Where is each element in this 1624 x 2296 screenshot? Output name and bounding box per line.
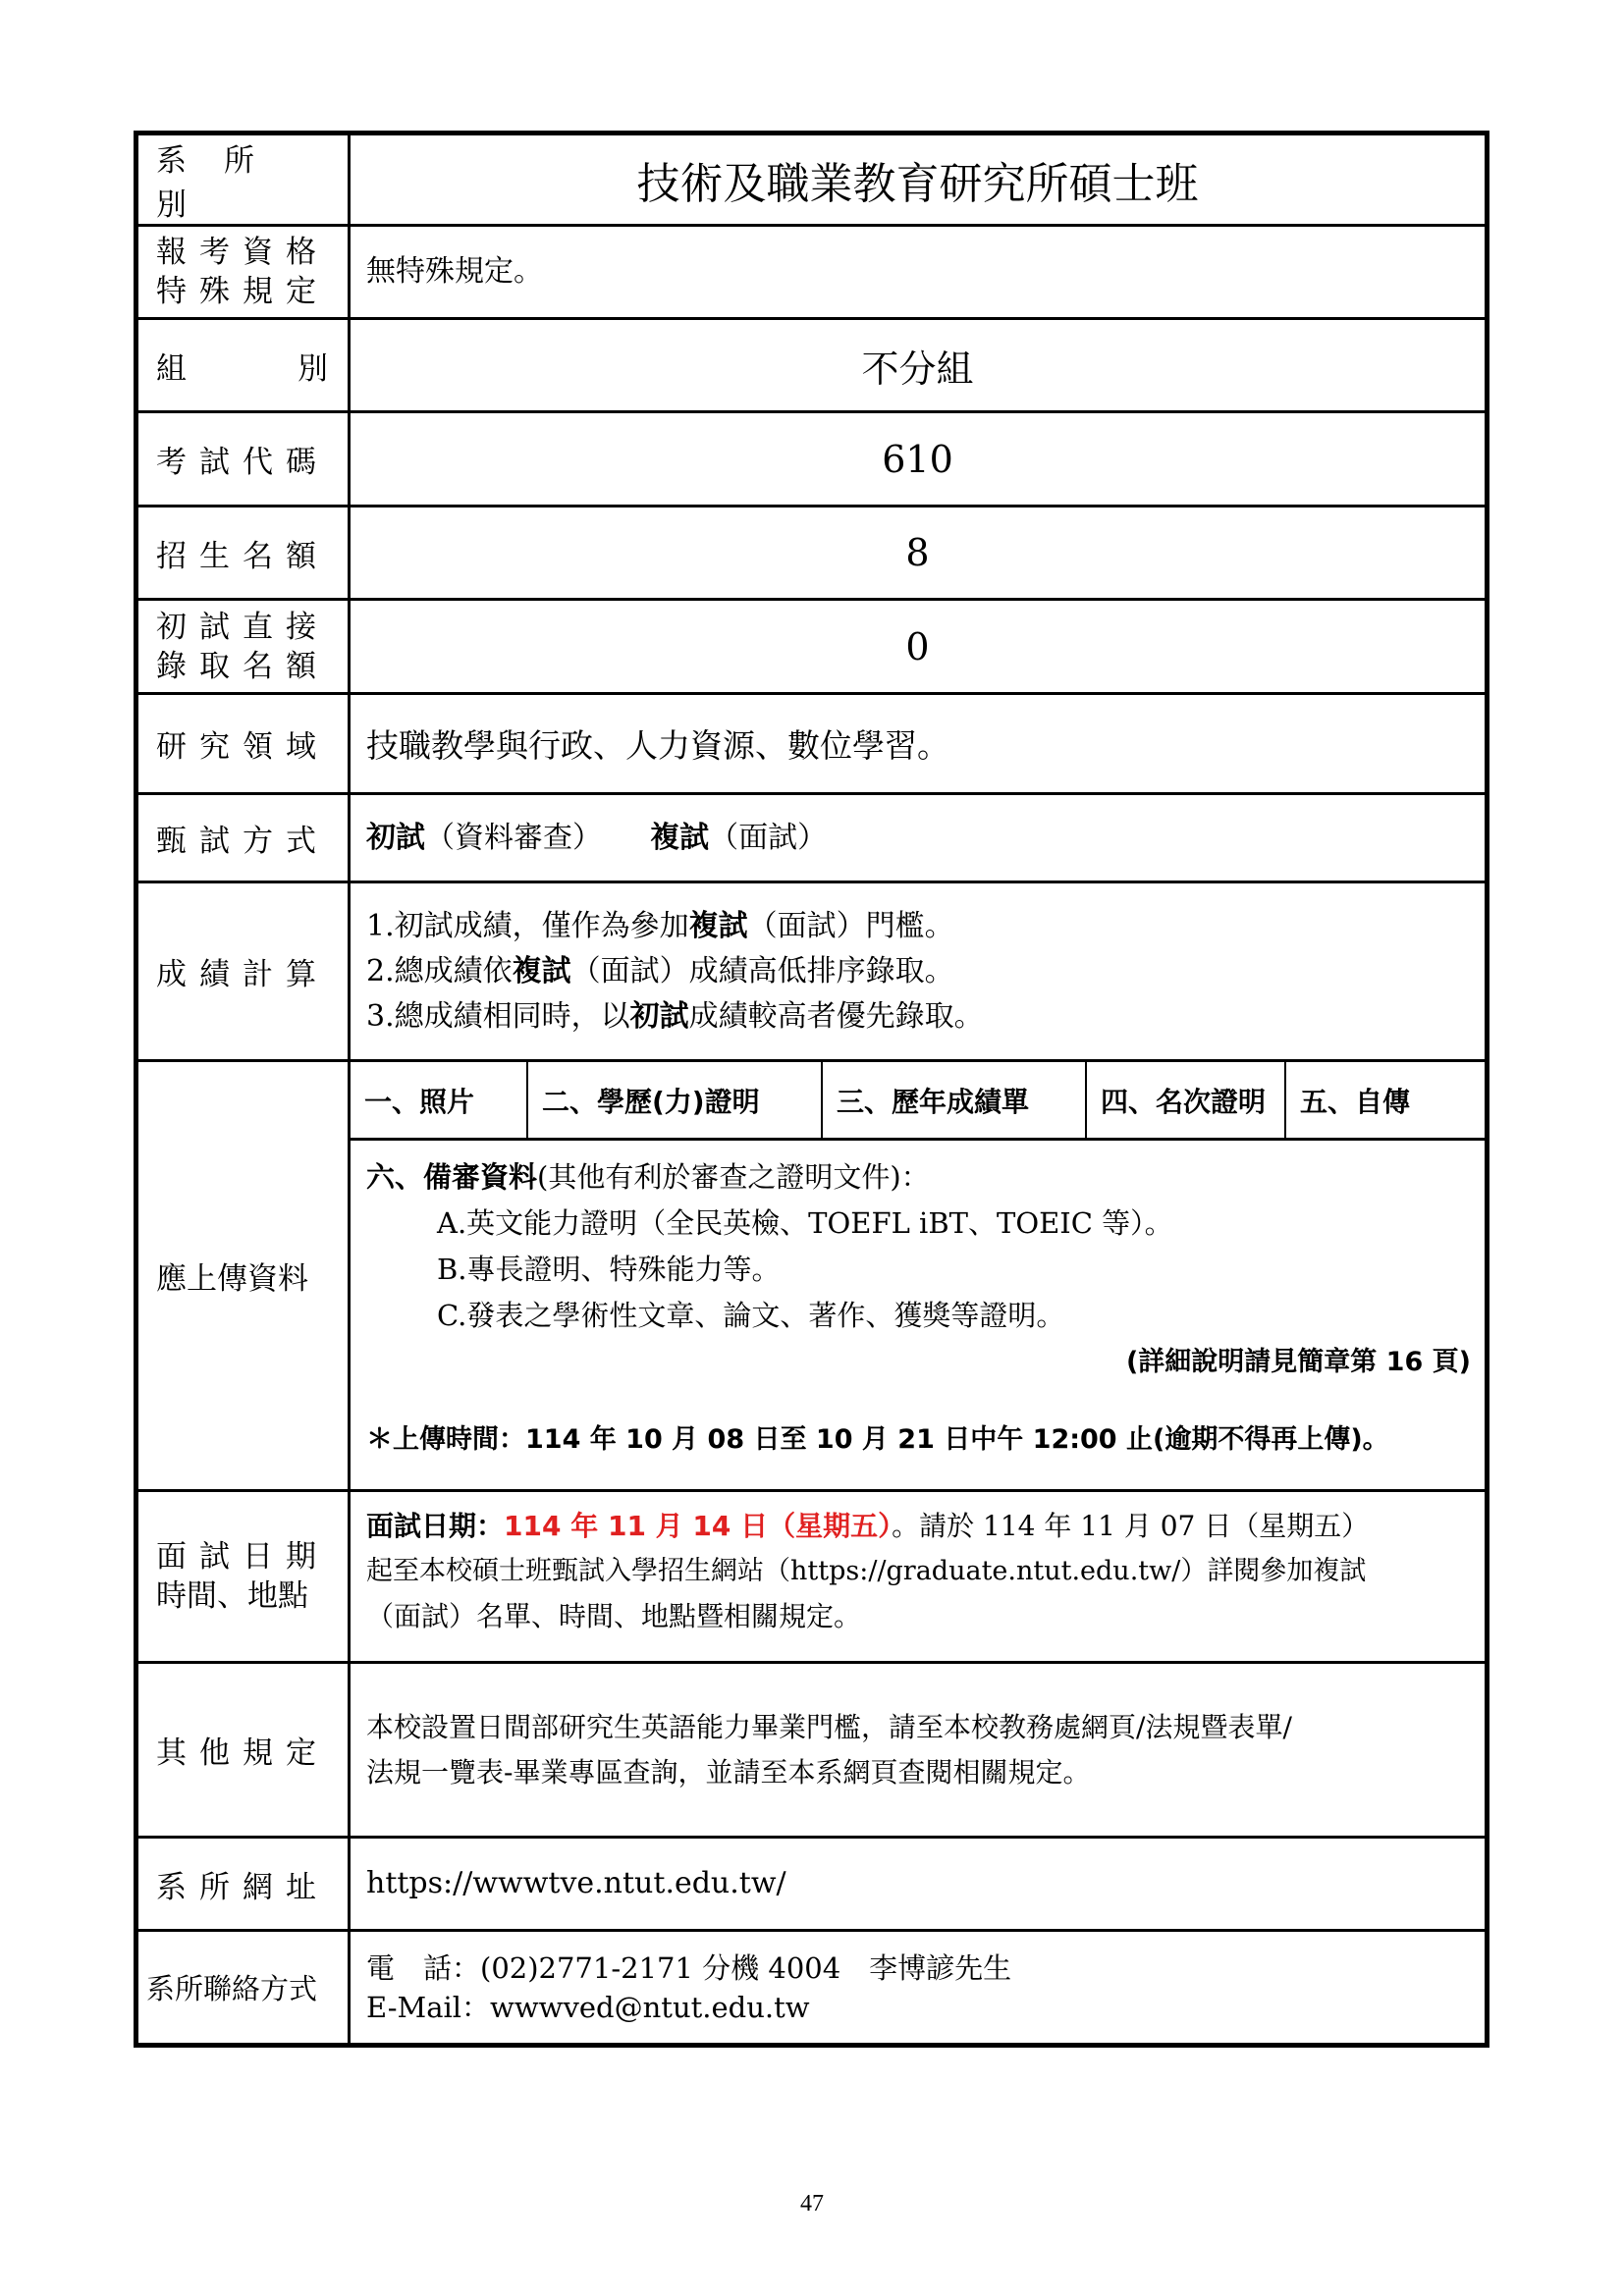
- interview-date: 114 年 11 月 14 日（星期五）: [504, 1510, 893, 1542]
- label-text: 甄試方式: [156, 824, 329, 859]
- value-research-field: [351, 695, 1485, 792]
- first-stage-label: 初試: [366, 820, 425, 855]
- supplementary-item: C.發表之學術性文章、論文、著作、獲獎等證明。: [437, 1299, 1065, 1332]
- label-line2: 錄取名額: [156, 648, 329, 684]
- interview-line-3: （面試）名單、時間、地點暨相關規定。: [366, 1600, 862, 1632]
- row-department: [138, 135, 1485, 227]
- upload-supplementary: [351, 1141, 1485, 1489]
- label-exam-code: [138, 413, 351, 505]
- first-stage-desc: （資料審查）: [425, 820, 602, 855]
- scoring-line-1: 1.初試成績，僅作為參加複試（面試）門檻。: [366, 908, 954, 943]
- label-upload: [138, 1062, 351, 1489]
- direct-admission-value: 0: [905, 624, 930, 668]
- interview-line-1: 面試日期：114 年 11 月 14 日（星期五）。請於 114 年 11 月 07 日（星期五）: [366, 1510, 1370, 1542]
- value-interview: [351, 1492, 1485, 1661]
- upload-item: 一、照片: [351, 1062, 528, 1138]
- supplementary-item: A.英文能力證明（全民英檢、TOEFL iBT、TOEIC 等）。: [437, 1206, 1173, 1240]
- admission-table: [134, 131, 1489, 2048]
- detail-note: (詳細說明請見簡章第 16 頁): [1125, 1347, 1471, 1377]
- label-department: [138, 135, 351, 224]
- page-number: 47: [800, 2191, 824, 2216]
- label-research-field: [138, 695, 351, 792]
- label-text: 考試代碼: [156, 445, 329, 480]
- contact-phone: 電 話：(02)2771-2171 分機 4004 李博諺先生: [366, 1950, 1012, 1985]
- other-line-2: 法規一覽表-畢業專區查詢，並請至本系網頁查閱相關規定。: [366, 1755, 1091, 1789]
- quota-value: 8: [905, 531, 930, 574]
- value-scoring: [351, 883, 1485, 1059]
- upload-deadline: ＊上傳時間：114 年 10 月 08 日至 10 月 21 日中午 12:00 止(逾期不得再上傳)。: [366, 1424, 1389, 1455]
- label-text: 系所聯絡方式: [146, 1972, 318, 2005]
- row-exam-method: [138, 795, 1485, 883]
- row-eligibility: [138, 227, 1485, 320]
- label-quota: [138, 507, 351, 598]
- label-line1: 初試直接: [156, 609, 329, 645]
- supplementary-item: B.專長證明、特殊能力等。: [437, 1253, 781, 1286]
- row-website: [138, 1839, 1485, 1932]
- label-line2: 時間、地點: [156, 1578, 308, 1614]
- label-text: 系所別: [156, 143, 292, 223]
- value-eligibility: [351, 227, 1485, 317]
- row-group: [138, 320, 1485, 413]
- other-line-1: 本校設置日間部研究生英語能力畢業門檻，請至本校教務處網頁/法規暨表單/: [366, 1710, 1292, 1743]
- label-scoring: [138, 883, 351, 1059]
- row-contact: [138, 1932, 1485, 2043]
- label-group: [138, 320, 351, 410]
- label-line1: 面試日期: [156, 1539, 329, 1575]
- row-upload: [138, 1062, 1485, 1492]
- label-text: 研究領域: [156, 729, 329, 765]
- label-line1: 報考資格: [156, 235, 329, 270]
- supplementary-heading: 六、備審資料(其他有利於審查之證明文件)：: [366, 1160, 930, 1194]
- label-text: 成績計算: [156, 957, 329, 992]
- exam-code: 610: [882, 437, 953, 481]
- label-direct-admission: [138, 601, 351, 692]
- label-text: 其他規定: [156, 1735, 329, 1771]
- value-contact: [351, 1932, 1485, 2043]
- label-text: 招生名額: [156, 538, 329, 574]
- upload-item: 二、學歷(力)證明: [528, 1062, 823, 1138]
- row-quota: [138, 507, 1485, 601]
- label-interview: [138, 1492, 351, 1661]
- department-name: 技術及職業教育研究所碩士班: [636, 159, 1199, 209]
- row-scoring: [138, 883, 1485, 1062]
- value-group: [351, 320, 1485, 410]
- label-exam-method: [138, 795, 351, 881]
- second-stage-desc: （面試）: [709, 820, 828, 855]
- row-exam-code: [138, 413, 1485, 507]
- scoring-line-2: 2.總成績依複試（面試）成績高低排序錄取。: [366, 953, 954, 988]
- value-exam-code: [351, 413, 1485, 505]
- website-link[interactable]: https://wwwtve.ntut.edu.tw/: [366, 1866, 786, 1900]
- label-line2: 特殊規定: [156, 274, 329, 309]
- interview-line-2: 起至本校碩士班甄試入學招生網站（https://graduate.ntut.edu.tw/）詳閱參加複試: [366, 1556, 1367, 1586]
- value-other: [351, 1664, 1485, 1836]
- row-direct-admission: [138, 601, 1485, 695]
- row-other: [138, 1664, 1485, 1839]
- label-contact: [138, 1932, 351, 2043]
- upload-item: 三、歷年成績單: [823, 1062, 1087, 1138]
- upload-required-items: [351, 1062, 1485, 1141]
- row-research-field: [138, 695, 1485, 795]
- row-interview: [138, 1492, 1485, 1664]
- label-other: [138, 1664, 351, 1836]
- contact-email[interactable]: E-Mail：wwwved@ntut.edu.tw: [366, 1990, 810, 2024]
- value-department: [351, 135, 1485, 224]
- value-exam-method: [351, 795, 1485, 881]
- second-stage-label: 複試: [650, 820, 710, 855]
- label-text: 應上傳資料: [156, 1261, 308, 1297]
- label-text-a: 組: [156, 350, 187, 387]
- scoring-line-3: 3.總成績相同時，以初試成績較高者優先錄取。: [366, 998, 984, 1034]
- value-quota: [351, 507, 1485, 598]
- label-text-b: 別: [298, 350, 328, 387]
- label-website: [138, 1839, 351, 1929]
- value-direct-admission: [351, 601, 1485, 692]
- label-text: 系所網址: [156, 1869, 329, 1905]
- value-website: [351, 1839, 1485, 1929]
- upload-item: 四、名次證明: [1087, 1062, 1286, 1138]
- research-field-text: 技職教學與行政、人力資源、數位學習。: [366, 726, 949, 765]
- upload-item: 五、自傳: [1300, 1085, 1411, 1118]
- eligibility-text: 無特殊規定。: [366, 254, 543, 289]
- group-value: 不分組: [861, 347, 974, 391]
- label-eligibility: [138, 227, 351, 317]
